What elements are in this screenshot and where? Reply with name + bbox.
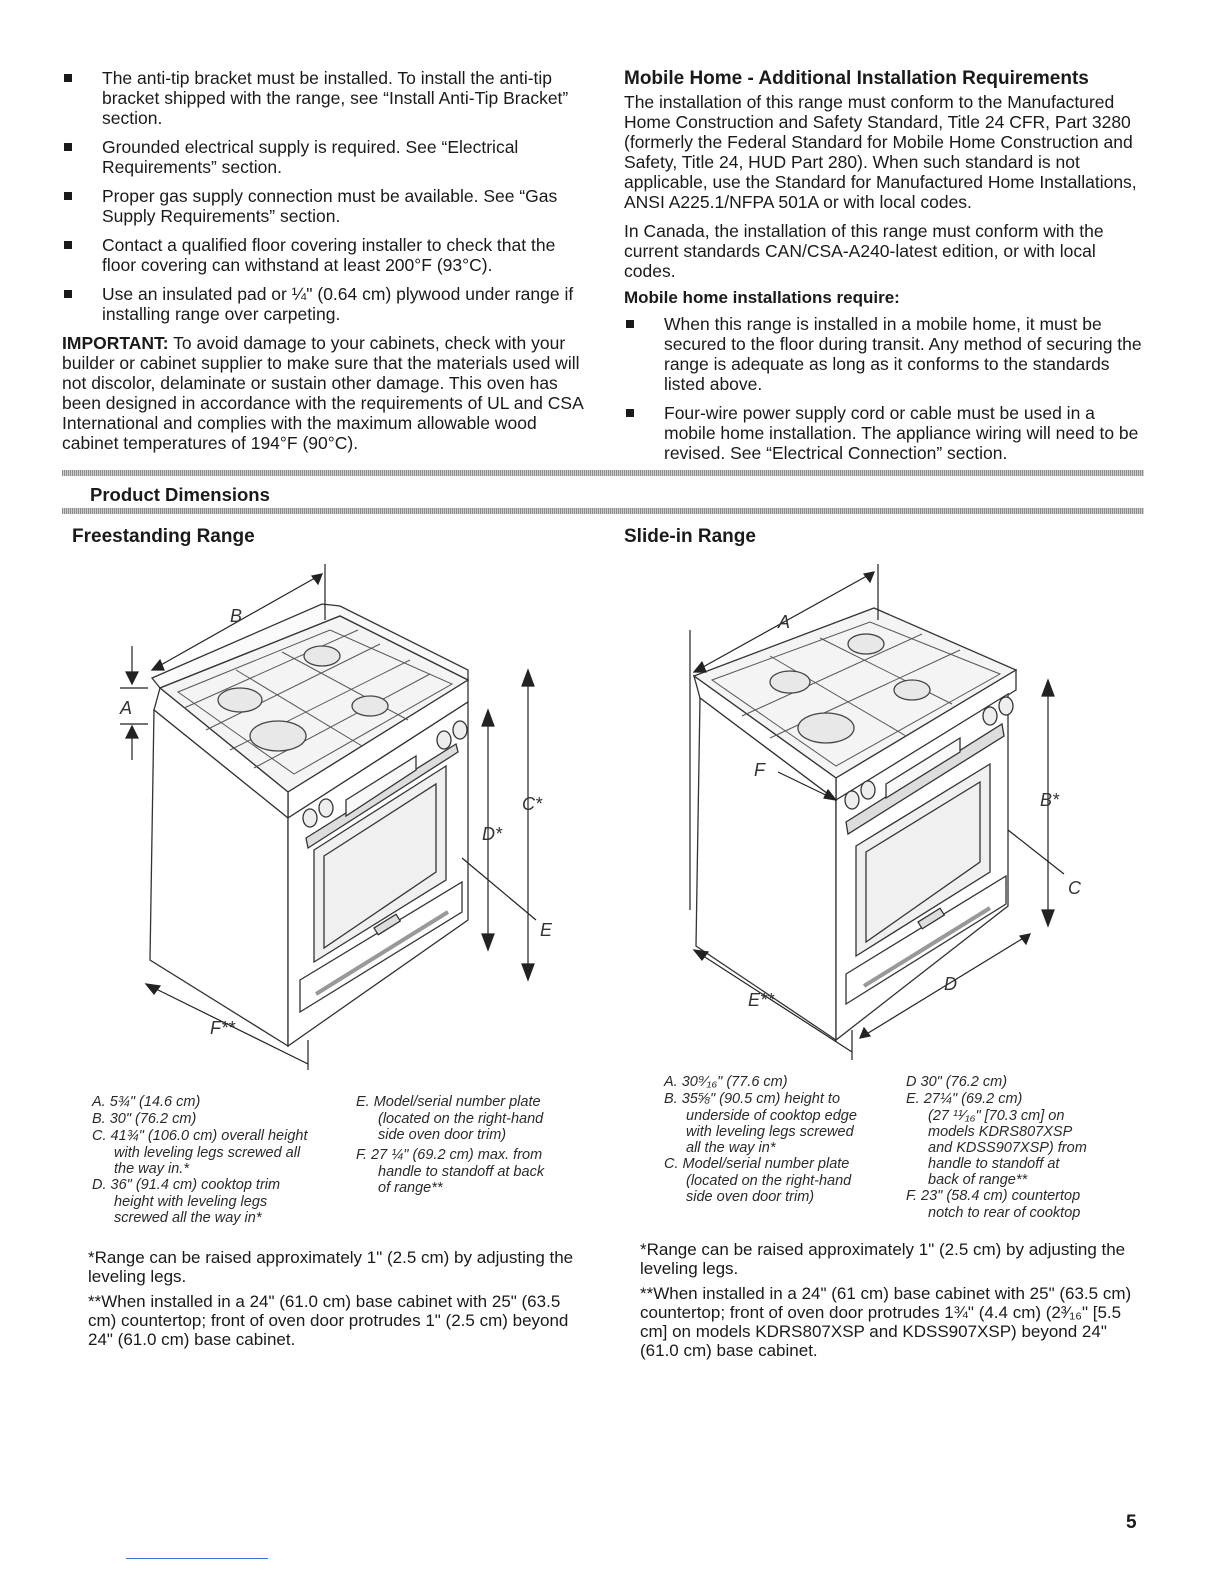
list-item: Use an insulated pad or ¼" (0.64 cm) plywood under range if installing range over carpeting. [62, 284, 590, 324]
important-paragraph [62, 333, 590, 453]
legend-item-cont: (located on the right-hand [378, 1111, 544, 1127]
slidein-label-c: C [1068, 878, 1081, 898]
section-rule-top [62, 470, 1144, 476]
mobile-home-heading: Mobile Home - Additional Installation Requirements [624, 68, 1089, 89]
list-item: When this range is installed in a mobile home, it must be secured to the floor during transit. Any method of securing the range is adequate as long as it conforms to the standards listed above. [624, 314, 1144, 394]
freestanding-label-e: E [540, 920, 553, 940]
footer-line [126, 1558, 268, 1559]
list-item: Grounded electrical supply is required. See “Electrical Requirements” section. [62, 137, 590, 177]
freestanding-notes [74, 1248, 586, 1355]
slidein-legend-left [664, 1074, 894, 1205]
mobile-home-subheading: Mobile home installations require: [624, 288, 900, 307]
legend-item-cont: height with leveling legs [114, 1194, 268, 1210]
legend-item: D 30" (76.2 cm) [906, 1074, 1008, 1090]
freestanding-legend-right [356, 1094, 576, 1196]
freestanding-heading: Freestanding Range [72, 526, 255, 547]
page-number: 5 [1126, 1512, 1137, 1533]
slidein-heading: Slide-in Range [624, 526, 756, 547]
legend-item-cont: notch to rear of cooktop [928, 1205, 1081, 1221]
legend-item-cont: (located on the right-hand [686, 1173, 852, 1189]
legend-item-cont: (27 ¹¹⁄₁₆" [70.3 cm] on [928, 1108, 1065, 1124]
legend-item-cont: back of range** [928, 1172, 1028, 1188]
legend-item: D. 36" (91.4 cm) cooktop trim [92, 1177, 281, 1193]
legend-item-cont: and KDSS907XSP) from [928, 1140, 1087, 1156]
mobile-home-list [624, 314, 1144, 463]
legend-item-cont: models KDRS807XSP [928, 1124, 1073, 1140]
list-item: Proper gas supply connection must be available. See “Gas Supply Requirements” section. [62, 186, 590, 226]
legend-item-cont: with leveling legs screwed [686, 1124, 854, 1140]
slidein-notes [626, 1240, 1144, 1366]
legend-item: B. 30" (76.2 cm) [92, 1111, 197, 1127]
legend-item-cont: handle to standoff at back [378, 1164, 545, 1180]
slidein-label-d: D [944, 974, 957, 994]
list-item: Four-wire power supply cord or cable must be used in a mobile home installation. The appliance wiring will need to be revised. See “Electrical Connection” section. [624, 403, 1144, 463]
product-dimensions-title: Product Dimensions [90, 484, 270, 505]
freestanding-legend-left [92, 1094, 342, 1226]
legend-item: A. 5¾" (14.6 cm) [92, 1094, 201, 1110]
freestanding-label-f: F** [210, 1018, 236, 1038]
list-item: Contact a qualified floor covering installer to check that the floor covering can withstand at least 200°F (93°C). [62, 235, 590, 275]
slidein-legend-right [906, 1074, 1136, 1221]
legend-item: C. Model/serial number plate [664, 1156, 850, 1172]
freestanding-note-1: *Range can be raised approximately 1" (2.5 cm) by adjusting the leveling legs. [88, 1248, 574, 1286]
legend-item-cont: side oven door trim) [686, 1189, 815, 1205]
freestanding-label-a: A [120, 698, 133, 718]
slidein-note-1: *Range can be raised approximately 1" (2.5 cm) by adjusting the leveling legs. [640, 1240, 1126, 1278]
slidein-label-f: F [754, 760, 765, 780]
legend-item-cont: the way in.* [114, 1161, 189, 1177]
legend-item-cont: of range** [378, 1180, 443, 1196]
right-top-column [624, 68, 1144, 472]
list-item: The anti-tip bracket must be installed. To install the anti-tip bracket shipped with the range, see “Install Anti-Tip Bracket” section. [62, 68, 590, 128]
legend-item: B. 35⅝" (90.5 cm) height to [664, 1091, 841, 1107]
important-text: To avoid damage to your cabinets, check with your builder or cabinet supplier to make sure that the materials used will not discolor, delaminate or sustain other damage. This oven has been designed in accordance with the requirements of UL and CSA International and complies with the maximum allowable wood cabinet temperatures of 194°F (90°C). [62, 333, 583, 453]
freestanding-note-2: **When installed in a 24" (61.0 cm) base cabinet with 25" (63.5 cm) countertop; front of oven door protrudes 1" (2.5 cm) beyond 24" (61.0 cm) base cabinet. [88, 1292, 569, 1349]
freestanding-label-d: D* [482, 824, 503, 844]
mobile-home-para-2: In Canada, the installation of this range must conform with the current standards CAN/CSA-A240-latest edition, or with local codes. [624, 221, 1104, 281]
slidein-label-e: E** [748, 990, 775, 1010]
legend-item: C. 41¾" (106.0 cm) overall height [92, 1128, 308, 1144]
legend-item-cont: underside of cooktop edge [686, 1108, 857, 1124]
legend-item: A. 30⁹⁄₁₆" (77.6 cm) [664, 1074, 788, 1090]
freestanding-label-c: C* [522, 794, 543, 814]
slidein-note-2: **When installed in a 24" (61 cm) base cabinet with 25" (63.5 cm) countertop; front of oven door protrudes 1¾" (4.4 cm) (2³⁄₁₆" [5.5 cm] on models KDRS807XSP and KDSS907XSP) beyond 24" (61.0 cm) base cabinet. [640, 1284, 1132, 1360]
freestanding-range-diagram [90, 560, 570, 1070]
legend-item-cont: all the way in* [686, 1140, 776, 1156]
slidein-range-diagram [660, 560, 1100, 1070]
left-top-column [62, 68, 590, 462]
legend-item: E. 27¼" (69.2 cm) [906, 1091, 1023, 1107]
legend-item-cont: screwed all the way in* [114, 1210, 262, 1226]
legend-item-cont: with leveling legs screwed all [114, 1145, 301, 1161]
requirements-list [62, 68, 590, 324]
slidein-label-b: B* [1040, 790, 1060, 810]
legend-item: F. 23" (58.4 cm) countertop [906, 1188, 1081, 1204]
mobile-home-para-1: The installation of this range must conform to the Manufactured Home Construction and Safety Standard, Title 24 CFR, Part 3280 (formerly the Federal Standard for Mobile Home Construction and Safety, Title 24, HUD Part 280). When such standard is not applicable, use the Standard for Manufactured Home Installations, ANSI A225.1/NFPA 501A or with local codes. [624, 92, 1137, 212]
important-label: IMPORTANT: [62, 333, 169, 353]
slidein-label-a: A [778, 612, 791, 632]
legend-item: E. Model/serial number plate [356, 1094, 541, 1110]
legend-item-cont: side oven door trim) [378, 1127, 507, 1143]
freestanding-label-b: B [230, 606, 243, 626]
legend-item: F. 27 ¼" (69.2 cm) max. from [356, 1147, 543, 1163]
legend-item-cont: handle to standoff at [928, 1156, 1060, 1172]
section-rule-bottom [62, 508, 1144, 514]
